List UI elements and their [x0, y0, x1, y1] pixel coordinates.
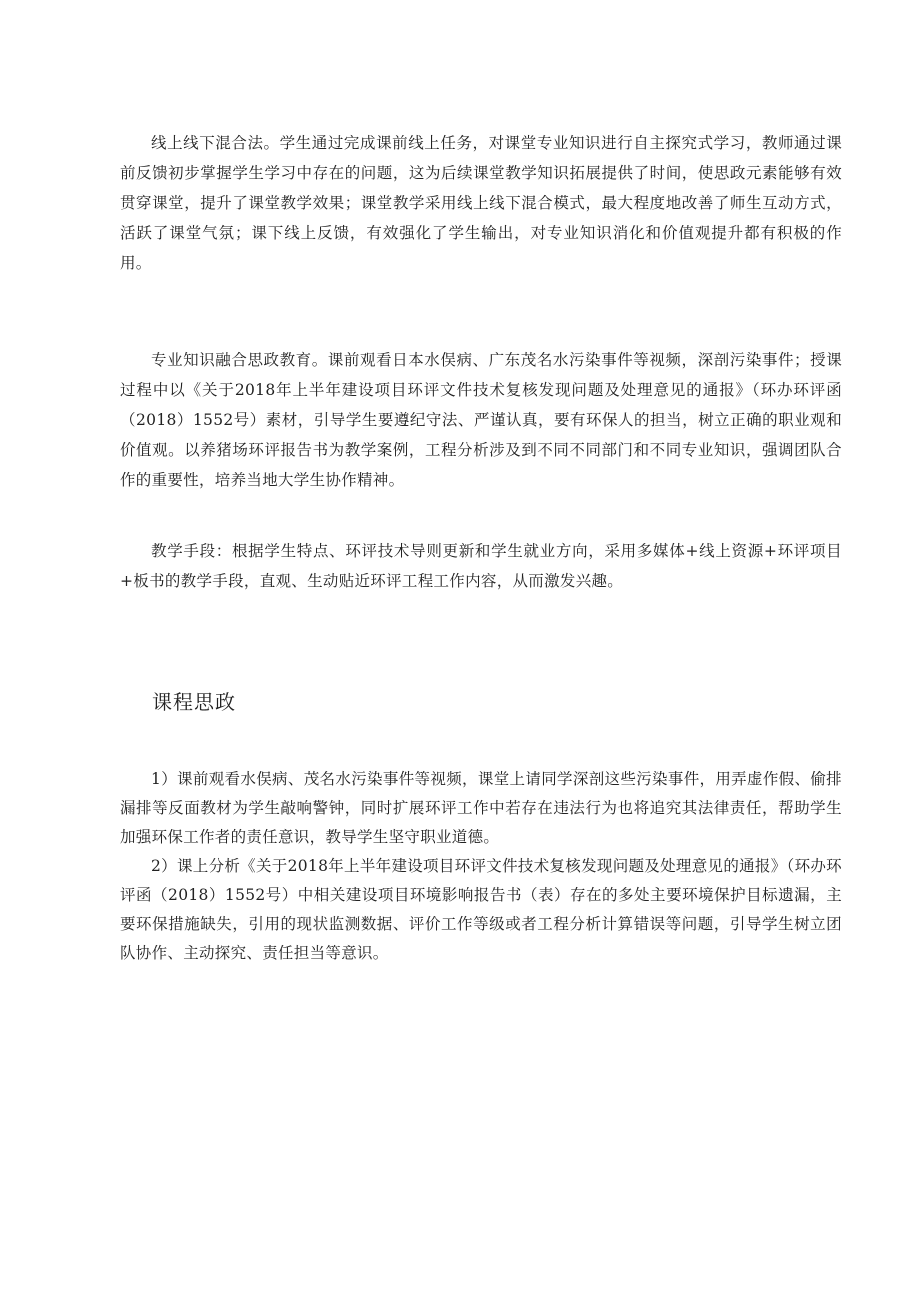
paragraph-teaching-methods: 教学手段：根据学生特点、环评技术导则更新和学生就业方向，采用多媒体+线上资源+环评项目+板书的教学手段，直观、生动贴近环评工程工作内容，从而激发兴趣。 [120, 542, 842, 590]
list-item: 1）课前观看水俣病、茂名水污染事件等视频，课堂上请同学深剖这些污染事件，用弄虚作假、偷排漏排等反面教材为学生敲响警钟，同时扩展环评工作中若存在违法行为也将追究其法律责任，帮助学生加强环保工作者的责任意识，教导学生坚守职业道德。 [120, 770, 842, 846]
section-heading: 课程思政 [152, 690, 236, 714]
section-item-list [120, 765, 842, 968]
paragraph-ideological-education: 专业知识融合思政教育。课前观看日本水俣病、广东茂名水污染事件等视频，深剖污染事件；授课过程中以《关于2018年上半年建设项目环评文件技术复核发现问题及处理意见的通报》（环办环评函（2018）1552号）素材，引导学生要遵纪守法、严谨认真，要有环保人的担当，树立正确的职业观和价值观。以养猪场环评报告书为教学案例，工程分析涉及到不同不同部门和不同专业知识，强调团队合作的重要性，培养当地大学生协作精神。 [120, 351, 842, 489]
paragraph-blended-learning: 线上线下混合法。学生通过完成课前线上任务，对课堂专业知识进行自主探究式学习，教师通过课前反馈初步掌握学生学习中存在的问题，这为后续课堂教学知识拓展提供了时间，使思政元素能够有效贯穿课堂，提升了课堂教学效果；课堂教学采用线上线下混合模式，最大程度地改善了师生互动方式，活跃了课堂气氛；课下线上反馈，有效强化了学生输出，对专业知识消化和价值观提升都有积极的作用。 [120, 134, 842, 272]
list-item: 2）课上分析《关于2018年上半年建设项目环评文件技术复核发现问题及处理意见的通报》（环办环评函（2018）1552号）中相关建设项目环境影响报告书（表）存在的多处主要环境保护目标遗漏，主要环保措施缺失，引用的现状监测数据、评价工作等级或者工程分析计算错误等问题，引导学生树立团队协作、主动探究、责任担当等意识。 [120, 857, 842, 962]
